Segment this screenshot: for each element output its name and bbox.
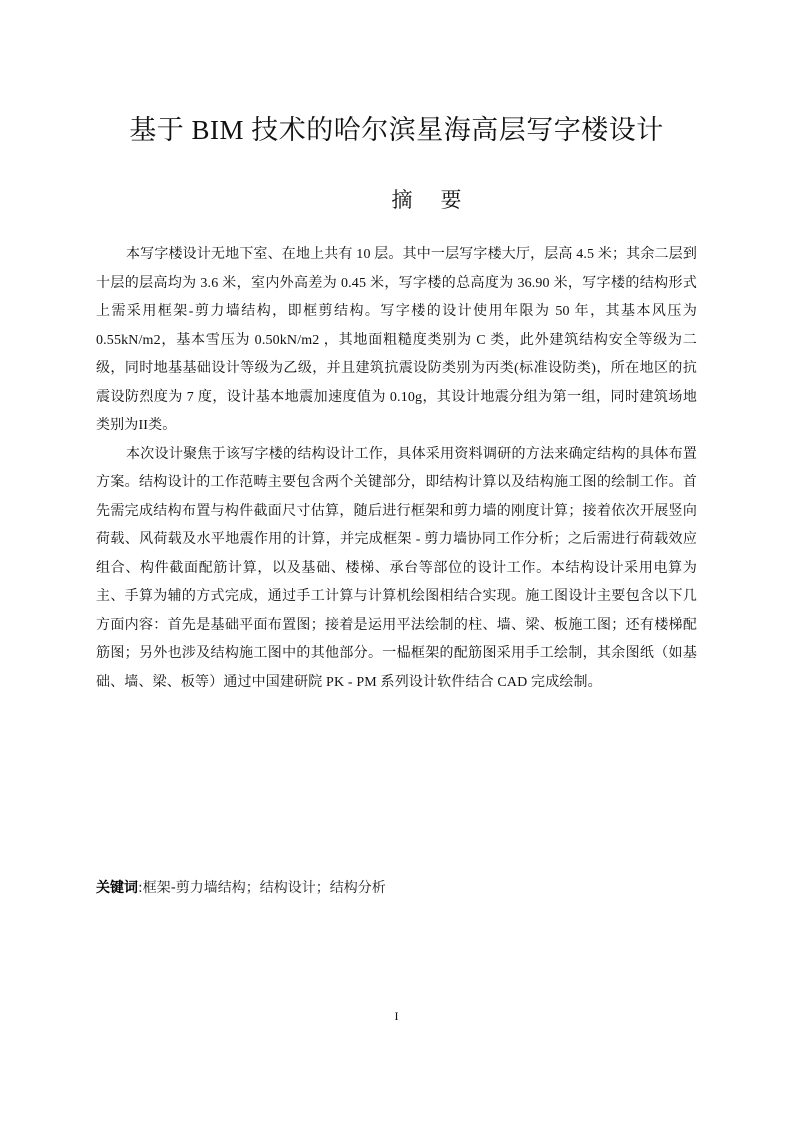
keywords-value: 框架-剪力墙结构；结构设计；结构分析 <box>142 880 386 896</box>
abstract-body <box>96 241 697 697</box>
document-title: 基于 BIM 技术的哈尔滨星海高层写字楼设计 <box>129 115 664 145</box>
abstract-heading-char-1: 摘 <box>391 188 413 212</box>
keywords-line <box>96 874 386 902</box>
abstract-heading <box>30 184 793 216</box>
page-number: I <box>394 1009 399 1023</box>
abstract-paragraph-2: 本次设计聚焦于该写字楼的结构设计工作，具体采用资料调研的方法来确定结构的具体布置方案。结构设计的工作范畴主要包含两个关键部分，即结构计算以及结构施工图的绘制工作。首先需完成结构布置与构件截面尺寸估算，随后进行框架和剪力墙的刚度计算；接着依次开展竖向荷载、风荷载及水平地震作用的计算，并完成框架 - 剪力墙协同工作分析；之后需进行荷载效应组合、构件截面配筋计算，以及基础、楼梯、承台等部位的设计工作。本结构设计采用电算为主、手算为辅的方式完成，通过手工计算与计算机绘图相结合实现。施工图设计主要包含以下几方面内容：首先是基础平面布置图；接着是运用平法绘制的柱、墙、梁、板施工图；还有楼梯配筋图；另外也涉及结构施工图中的其他部分。一榀框架的配筋图采用手工绘制，其余图纸（如基础、墙、梁、板等）通过中国建研院 PK - PM 系列设计软件结合 CAD 完成绘制。 <box>96 446 697 690</box>
abstract-heading-char-2: 要 <box>440 188 462 212</box>
keywords-separator: : <box>138 880 143 896</box>
keywords-label: 关键词 <box>96 880 138 896</box>
abstract-paragraph-1: 本写字楼设计无地下室、在地上共有 10 层。其中一层写字楼大厅，层高 4.5 米；其余二层到十层的层高均为 3.6 米，室内外高差为 0.45 米，写字楼的总高度为 36.90 米，写字楼的结构形式上需采用框架-剪力墙结构，即框剪结构。写字楼的设计使用年限为 50 年，其基本风压为 0.55kN/m2，基本雪压为 0.50kN/m2 ，其地面粗糙度类别为 C 类，此外建筑结构安全等级为二级，同时地基基础设计等级为乙级，并且建筑抗震设防类别为丙类(标准设防类)，所在地区的抗震设防烈度为 7 度，设计基本地震加速度值为 0.10g，其设计地震分组为第一组，同时建筑场地类别为II类。 <box>96 247 697 433</box>
